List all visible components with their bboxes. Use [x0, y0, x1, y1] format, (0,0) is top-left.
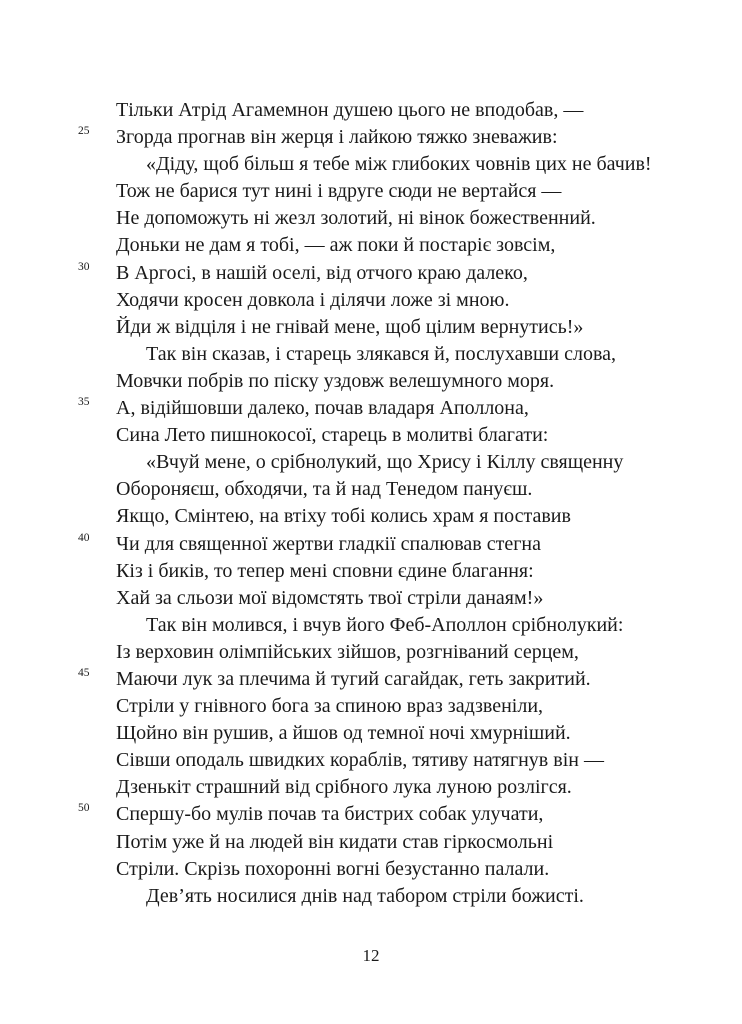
- line-number: 25: [78, 125, 90, 138]
- verse-line-text: Чи для священної жертви гладкії спалював стегна: [116, 532, 541, 555]
- verse-line: [0, 774, 742, 801]
- verse-line-text: Дзенькіт страшний від срібного лука луною розлігся.: [116, 776, 572, 799]
- verse-line: [0, 720, 742, 747]
- verse-line-text: Так він сказав, і старець злякався й, послухавши слова,: [146, 342, 617, 365]
- verse-line: [0, 260, 742, 287]
- verse-line-text: Потім уже й на людей він кидати став гіркосмольні: [116, 830, 554, 853]
- verse-line: [0, 558, 742, 585]
- verse-line-text: Якщо, Смінтею, на втіху тобі колись храм я поставив: [116, 505, 571, 528]
- verse-line-text: Дев’ять носилися днів над табором стріли божисті.: [146, 884, 584, 907]
- verse-line-text: Обороняєш, обходячи, та й над Тенедом пануєш.: [116, 478, 533, 501]
- line-number: 40: [78, 531, 90, 544]
- verse-line-text: Згорда прогнав він жерця і лайкою тяжко зневажив:: [116, 126, 558, 149]
- verse-line-text: В Аргосі, в нашій оселі, від отчого краю далеко,: [116, 261, 528, 284]
- verse-line: [0, 368, 742, 395]
- verse-line: [0, 856, 742, 883]
- verse-line: [0, 422, 742, 449]
- verse-line: [0, 97, 742, 124]
- verse-line-text: Стріли у гнівного бога за спиною враз задзвеніли,: [116, 695, 544, 718]
- page-number: 12: [362, 946, 380, 965]
- verse-line-text: Тільки Атрід Агамемнон душею цього не вподобав, —: [116, 99, 584, 121]
- verse-line-text: Не допоможуть ні жезл золотий, ні вінок божественний.: [116, 207, 596, 230]
- verse-line: [0, 151, 742, 178]
- verse-line-text: Мовчки побрів по піску уздовж велешумного моря.: [116, 369, 555, 392]
- verse-line-text: Сівши оподаль швидких кораблів, тятиву натягнув він —: [116, 749, 604, 772]
- verse-line-text: Кіз і биків, то тепер мені сповни єдине благання:: [116, 559, 534, 582]
- verse-line-text: Стріли. Скрізь похоронні вогні безустанно палали.: [116, 857, 550, 880]
- verse-line: [0, 747, 742, 774]
- verse-line: [0, 449, 742, 476]
- verse-line: [0, 639, 742, 666]
- verse-line-text: «Діду, щоб більш я тебе між глибоких човнів цих не бачив!: [146, 153, 652, 176]
- verse-line-text: Хай за сльози мої відомстять твої стріли данаям!»: [116, 586, 544, 609]
- verse-line-text: Так він молився, і вчув його Феб-Аполлон срібнолукий:: [146, 613, 624, 636]
- verse-line: [0, 476, 742, 503]
- verse-line: [0, 503, 742, 530]
- verse-line: [0, 801, 742, 828]
- poem-text: [0, 97, 742, 910]
- verse-line-text: Маючи лук за плечима й тугий сагайдак, геть закритий.: [116, 667, 591, 690]
- verse-line: [0, 612, 742, 639]
- verse-line: [0, 883, 742, 910]
- verse-line-text: Ходячи кросен довкола і ділячи ложе зі мною.: [116, 288, 510, 311]
- verse-line: [0, 395, 742, 422]
- line-number: 45: [78, 666, 90, 679]
- verse-line-text: Сина Лето пишнокосої, старець в молитві благати:: [116, 424, 549, 447]
- verse-line-text: Спершу-бо мулів почав та бистрих собак улучати,: [116, 803, 544, 826]
- verse-line: [0, 585, 742, 612]
- line-number: 30: [78, 260, 90, 273]
- verse-line: [0, 531, 742, 558]
- verse-line: [0, 124, 742, 151]
- verse-line-text: Тож не барися тут нині і вдруге сюди не вертайся —: [116, 180, 562, 203]
- line-number: 35: [78, 396, 90, 409]
- verse-line: [0, 287, 742, 314]
- verse-line: [0, 666, 742, 693]
- verse-line-text: Щойно він рушив, а йшов од темної ночі хмурніший.: [116, 722, 571, 745]
- verse-line: [0, 178, 742, 205]
- verse-line: [0, 341, 742, 368]
- verse-line: [0, 232, 742, 259]
- verse-line-text: А, відійшовши далеко, почав владаря Аполлона,: [116, 397, 529, 420]
- verse-line-text: Із верховин олімпійських зійшов, розгніваний серцем,: [116, 640, 579, 663]
- verse-line-text: Йди ж відціля і не гнівай мене, щоб цілим вернутись!»: [116, 315, 584, 338]
- verse-line: [0, 829, 742, 856]
- verse-line: [0, 205, 742, 232]
- verse-line: [0, 693, 742, 720]
- verse-line: [0, 314, 742, 341]
- verse-line-text: Доньки не дам я тобі, — аж поки й постаріє зовсім,: [116, 234, 556, 257]
- line-number: 50: [78, 802, 90, 815]
- verse-line-text: «Вчуй мене, о срібнолукий, що Хрису і Кіллу священну: [146, 451, 624, 474]
